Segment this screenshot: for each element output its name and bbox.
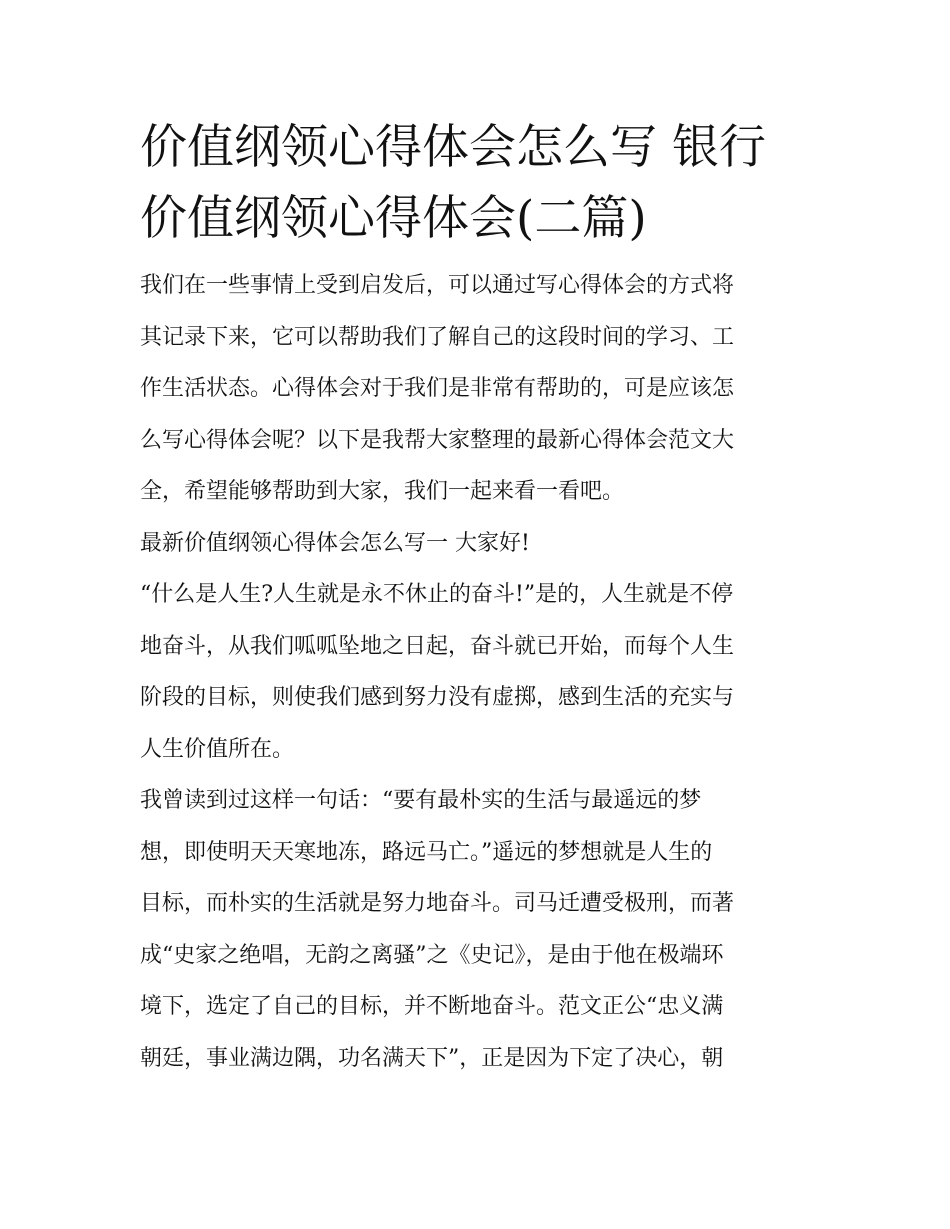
intro-paragraph bbox=[140, 260, 812, 518]
title-line: 价值纲领心得体会(二篇) bbox=[140, 191, 647, 246]
text-line: 作生活状态。心得体会对于我们是非常有帮助的，可是应该怎 bbox=[140, 376, 735, 401]
title-line: 价值纲领心得体会怎么写 银行 bbox=[140, 120, 766, 175]
text-line: 我们在一些事情上受到启发后，可以通过写心得体会的方式将 bbox=[140, 273, 735, 298]
text-line: “什么是人生?人生就是永不休止的奋斗!”是的，人生就是不停 bbox=[140, 582, 734, 607]
text-line: 最新价值纲领心得体会怎么写一 大家好! bbox=[140, 530, 530, 556]
text-line: 地奋斗，从我们呱呱坠地之日起，奋斗就已开始，而每个人生 bbox=[140, 633, 735, 659]
section-heading-paragraph bbox=[140, 518, 812, 570]
text-line: 全，希望能够帮助到大家，我们一起来看一看吧。 bbox=[140, 479, 625, 504]
text-line: 成“史家之绝唱，无韵之离骚”之《史记》，是由于他在极端环 bbox=[140, 942, 724, 968]
document-title bbox=[140, 112, 812, 254]
text-line: 想，即使明天天寒地冻，路远马亡。”遥远的梦想就是人生的 bbox=[140, 839, 713, 865]
body-paragraph bbox=[140, 569, 812, 775]
text-line: 朝廷，事业满边隅，功名满天下”，正是因为下定了决心，朝 bbox=[140, 1045, 724, 1071]
text-line: 我曾读到过这样一句话：“要有最朴实的生活与最遥远的梦 bbox=[140, 788, 702, 813]
body-paragraph bbox=[140, 775, 812, 1084]
text-line: 阶段的目标，则使我们感到努力没有虚掷，感到生活的充实与 bbox=[140, 685, 735, 710]
text-line: 么写心得体会呢？以下是我帮大家整理的最新心得体会范文大 bbox=[140, 427, 735, 453]
text-line: 境下，选定了自己的目标，并不断地奋斗。范文正公“忠义满 bbox=[140, 994, 724, 1019]
text-line: 人生价值所在。 bbox=[140, 736, 295, 762]
text-line: 其记录下来，它可以帮助我们了解自己的这段时间的学习、工 bbox=[140, 324, 735, 350]
text-line: 目标，而朴实的生活就是努力地奋斗。司马迁遭受极刑，而著 bbox=[140, 891, 735, 916]
document-content bbox=[140, 112, 812, 1084]
